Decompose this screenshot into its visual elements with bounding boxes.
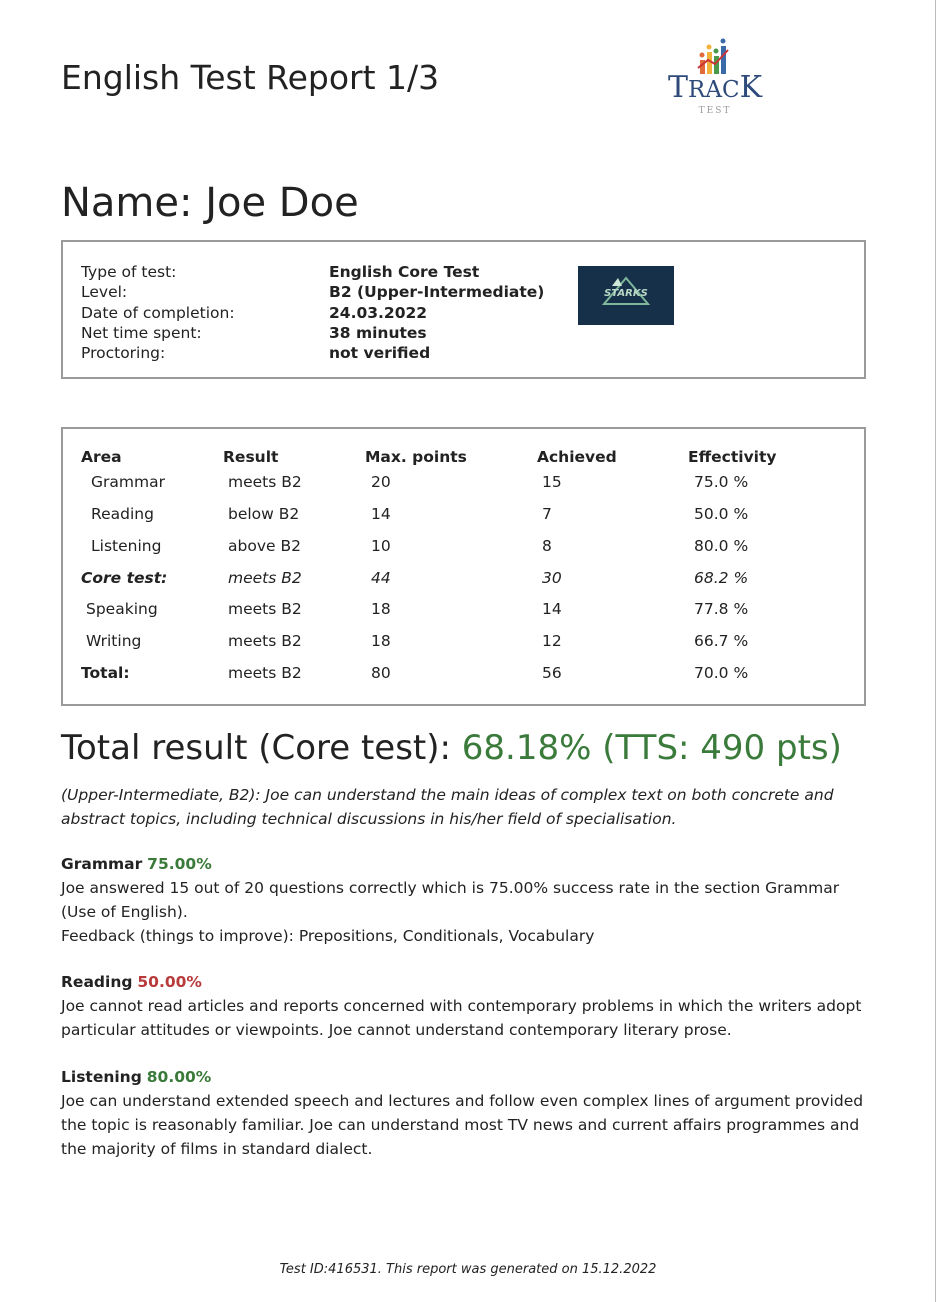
row-max-points: 20 [371, 473, 391, 491]
section-percent: 50.00% [137, 973, 202, 991]
section-text: Joe can understand extended speech and lectures and follow even complex lines of argument provided the topic is reasonably familiar. Joe can understand most TV news and current affairs programmes and the majority of films in standard dialect. [61, 1092, 864, 1158]
row-max-points: 10 [371, 537, 391, 555]
col-header-max-points: Max. points [365, 448, 467, 466]
info-label: Proctoring: [81, 344, 166, 363]
report-title: English Test Report 1/3 [61, 58, 440, 97]
row-effectivity: 50.0 % [694, 505, 749, 523]
section-percent: 75.00% [147, 855, 212, 873]
tracktest-logo [662, 38, 772, 120]
candidate-name: Name: Joe Doe [61, 180, 359, 226]
row-max-points: 80 [371, 664, 391, 682]
total-result-heading [61, 728, 842, 768]
logo-wordmark: TRACK [668, 70, 762, 105]
table-row [63, 473, 864, 495]
row-area: Total: [81, 664, 130, 682]
table-row [63, 600, 864, 622]
report-footer: Test ID:416531. This report was generated on 15.12.2022 [279, 1262, 657, 1277]
row-result: meets B2 [228, 600, 302, 618]
table-header-row [63, 448, 864, 470]
test-info-box [61, 240, 866, 379]
row-result: meets B2 [228, 569, 302, 587]
row-achieved: 8 [542, 537, 552, 555]
row-effectivity: 77.8 % [694, 600, 749, 618]
row-max-points: 44 [371, 569, 391, 587]
listening-section [61, 1065, 871, 1161]
team-logo-text: STARKS [604, 288, 648, 299]
section-percent: 80.00% [146, 1068, 212, 1086]
row-max-points: 14 [371, 505, 391, 523]
row-achieved: 7 [542, 505, 552, 523]
row-effectivity: 80.0 % [694, 537, 749, 555]
row-achieved: 30 [542, 569, 562, 587]
info-value: 38 minutes [329, 323, 427, 342]
info-values [329, 262, 544, 363]
team-logo [578, 266, 674, 325]
col-header-result: Result [223, 448, 279, 466]
table-row-core-test [63, 569, 864, 591]
info-value: not verified [329, 344, 431, 363]
row-result: meets B2 [228, 664, 302, 682]
row-achieved: 12 [542, 632, 562, 650]
total-result-value: 68.18% (TTS: 490 pts) [461, 728, 842, 768]
row-max-points: 18 [371, 632, 391, 650]
table-row [63, 632, 864, 654]
col-header-area: Area [81, 448, 122, 466]
row-result: meets B2 [228, 632, 302, 650]
total-result-label: Total result (Core test): [61, 728, 462, 768]
row-area: Listening [91, 537, 162, 555]
row-result: below B2 [228, 505, 300, 523]
level-description: (Upper-Intermediate, B2): Joe can understand the main ideas of complex text on both concrete and abstract topics, including technical discussions in his/her field of specialisation. [61, 786, 834, 828]
info-label: Net time spent: [81, 323, 202, 342]
info-label: Date of completion: [81, 303, 235, 322]
row-area: Speaking [86, 600, 158, 618]
listening-heading [61, 1065, 871, 1089]
row-result: above B2 [228, 537, 301, 555]
row-effectivity: 68.2 % [694, 569, 749, 587]
col-header-achieved: Achieved [537, 448, 617, 466]
info-value: English Core Test [329, 263, 480, 281]
row-area: Writing [86, 632, 142, 650]
section-text: Joe answered 15 out of 20 questions correctly which is 75.00% success rate in the section Grammar (Use of English). [61, 879, 840, 921]
table-row-total [63, 664, 864, 686]
section-feedback: Feedback (things to improve): Prepositions, Conditionals, Vocabulary [61, 927, 595, 945]
info-label: Type of test: [81, 263, 177, 281]
row-effectivity: 70.0 % [694, 664, 749, 682]
reading-heading [61, 970, 871, 994]
table-row [63, 505, 864, 527]
grammar-section [61, 852, 871, 948]
table-row [63, 537, 864, 559]
score-table [61, 427, 866, 706]
section-title: Reading [61, 973, 133, 991]
row-area: Reading [91, 505, 154, 523]
row-effectivity: 75.0 % [694, 473, 749, 491]
info-value: 24.03.2022 [329, 303, 428, 322]
row-max-points: 18 [371, 600, 391, 618]
row-achieved: 15 [542, 473, 562, 491]
section-text: Joe cannot read articles and reports concerned with contemporary problems in which the writers adopt particular attitudes or viewpoints. Joe cannot understand contemporary literary prose. [61, 997, 862, 1039]
row-area: Grammar [91, 473, 165, 491]
row-achieved: 14 [542, 600, 562, 618]
logo-subtitle: TEST [698, 106, 732, 116]
section-title: Grammar [61, 855, 143, 873]
info-value: B2 (Upper-Intermediate) [329, 283, 545, 302]
section-title: Listening [61, 1068, 142, 1086]
info-labels [81, 262, 235, 363]
col-header-effectivity: Effectivity [688, 448, 777, 466]
row-area: Core test: [81, 569, 168, 587]
row-effectivity: 66.7 % [694, 632, 749, 650]
reading-section [61, 970, 871, 1042]
grammar-heading [61, 852, 871, 876]
info-label: Level: [81, 283, 128, 302]
row-achieved: 56 [542, 664, 562, 682]
row-result: meets B2 [228, 473, 302, 491]
